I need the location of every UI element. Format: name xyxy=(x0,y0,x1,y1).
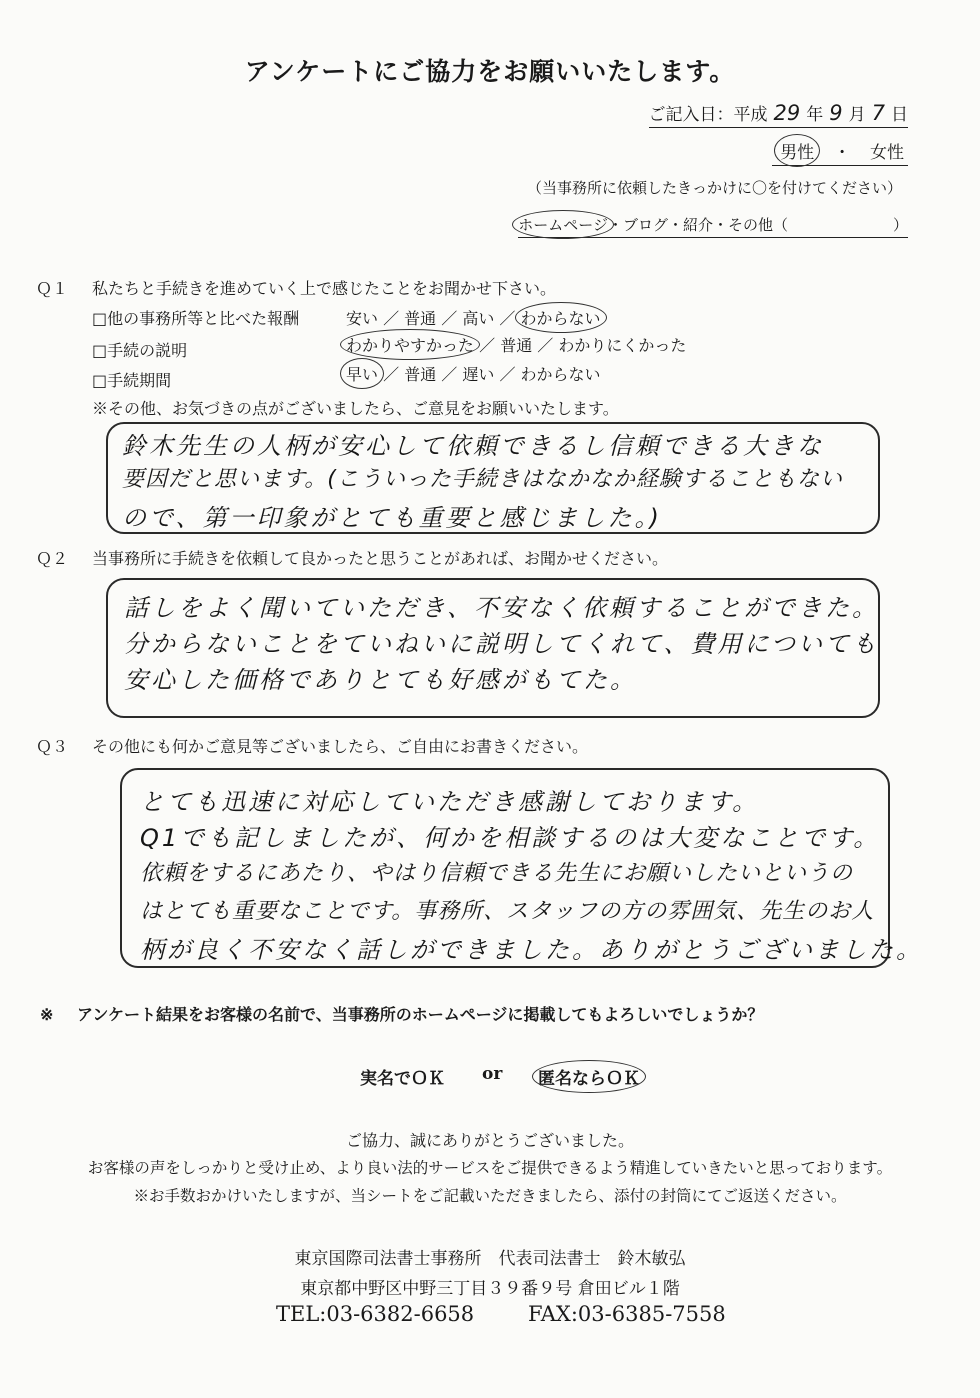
survey-title: アンケートにご協力をお願いいたします。 xyxy=(244,57,736,86)
q1-answer-line: 鈴木先生の人柄が安心して依頼できるし信頼できる大きな xyxy=(122,432,824,460)
q3-answer-line: 依頼をするにあたり、やはり信頼できる先生にお願いしたいというの xyxy=(140,861,854,886)
referral-row xyxy=(518,214,908,238)
q1-item-duration[interactable]: □手続期間 xyxy=(92,371,172,390)
q1-question: 私たちと手続きを進めていく上で感じたことをお聞かせ下さい。 xyxy=(92,279,557,298)
fee-selected-option[interactable]: わからない xyxy=(521,306,601,329)
notice-mark: ※ xyxy=(40,1005,54,1024)
q2-answer-line: 分からないことをていねいに説明してくれて、費用についても xyxy=(124,630,880,658)
gender-female-option[interactable]: 女性 xyxy=(870,143,904,163)
q2-label: Ｑ２ xyxy=(36,549,69,568)
q1-explanation-options xyxy=(346,333,686,356)
q2-question: 当事務所に手続きを依頼して良かったと思うことがあれば、お聞かせください。 xyxy=(92,549,669,568)
explanation-options-rest: ／ 普通 ／ わかりにくかった xyxy=(474,336,687,355)
date-month-unit: 月 xyxy=(848,105,866,125)
q1-fee-options xyxy=(346,306,601,329)
notice-text: アンケート結果をお客様の名前で、当事務所のホームページに掲載してもよろしいでしょうか？ xyxy=(76,1005,764,1024)
date-label: ご記入日：平成 xyxy=(648,105,768,125)
duration-options-rest: ／ 普通 ／ 遅い ／ わからない xyxy=(378,365,601,384)
consent-or: or xyxy=(482,1064,503,1084)
q3-answer-line: とても迅速に対応していただき感謝しております。 xyxy=(140,788,760,816)
q2-answer-line: 安心した価格でありとても好感がもてた。 xyxy=(124,666,637,694)
closing-return-note: ※お手数おかけいたしますが、当シートをご記載いただきましたら、添付の封筒にてご返送ください。 xyxy=(133,1187,847,1205)
q1-item-fee[interactable]: □他の事務所等と比べた報酬 xyxy=(92,309,300,328)
office-name: 東京国際司法書士事務所 代表司法書士 鈴木敏弘 xyxy=(294,1249,686,1269)
consent-anonymous-option[interactable] xyxy=(538,1064,640,1089)
office-address: 東京都中野区中野三丁目３９番９号 倉田ビル１階 xyxy=(300,1279,680,1299)
fee-options-text: 安い ／ 普通 ／ 高い ／ xyxy=(346,309,521,328)
date-year-unit: 年 xyxy=(806,105,824,125)
gender-row xyxy=(772,138,908,166)
q1-item-explanation[interactable]: □手続の説明 xyxy=(92,341,188,360)
q1-label: Ｑ１ xyxy=(36,279,69,298)
q3-label: Ｑ３ xyxy=(36,737,69,756)
gender-separator: ・ xyxy=(833,143,851,163)
referral-other-options: ・ブログ・紹介・その他（ ） xyxy=(607,216,908,234)
q3-answer-line: Q1でも記しましたが、何かを相談するのは大変なことです。 xyxy=(140,824,881,852)
q3-answer-line: 柄が良く不安なく話しができました。ありがとうございました。 xyxy=(140,936,923,964)
consent-anonymous-selected[interactable]: 匿名ならＯＫ xyxy=(538,1064,640,1089)
closing-message: お客様の声をしっかりと受け止め、より良い法的サービスをご提供できるよう精進していきたいと思っております。 xyxy=(87,1159,893,1177)
q1-duration-options xyxy=(346,362,601,385)
office-fax: FAX:03-6385-7558 xyxy=(528,1302,726,1326)
consent-real-name-option[interactable]: 実名でＯＫ xyxy=(360,1069,445,1089)
q2-answer-line: 話しをよく聞いていただき、不安なく依頼することができた。 xyxy=(124,594,880,622)
referral-homepage-option[interactable]: ホームページ xyxy=(518,216,608,234)
closing-thanks: ご協力、誠にありがとうございました。 xyxy=(345,1131,634,1150)
publish-consent-notice xyxy=(40,1002,763,1025)
q3-question: その他にも何かご意見等ございましたら、ご自由にお書きください。 xyxy=(92,737,589,756)
duration-selected-option[interactable]: 早い xyxy=(346,362,378,385)
date-day: 7 xyxy=(871,101,885,125)
gender-male-option[interactable]: 男性 xyxy=(780,138,814,163)
explanation-selected-option[interactable]: わかりやすかった xyxy=(346,333,474,356)
q1-answer-line: 要因だと思います。(こういった手続きはなかなか経験することもない xyxy=(122,467,843,492)
office-tel[interactable]: TEL:03-6382-6658 xyxy=(276,1302,475,1326)
q1-note: ※その他、お気づきの点がございましたら、ご意見をお願いいたします。 xyxy=(92,399,619,418)
date-month: 9 xyxy=(829,101,843,125)
date-year: 29 xyxy=(773,101,801,125)
date-day-unit: 日 xyxy=(891,105,908,125)
q1-answer-line: ので、第一印象がとても重要と感じました。) xyxy=(122,504,662,532)
referral-note: （当事務所に依頼したきっかけに〇を付けてください） xyxy=(526,179,902,197)
q3-answer-line: はとても重要なことです。事務所、スタッフの方の雰囲気、先生のお人 xyxy=(140,899,875,924)
entry-date-row xyxy=(649,100,908,128)
